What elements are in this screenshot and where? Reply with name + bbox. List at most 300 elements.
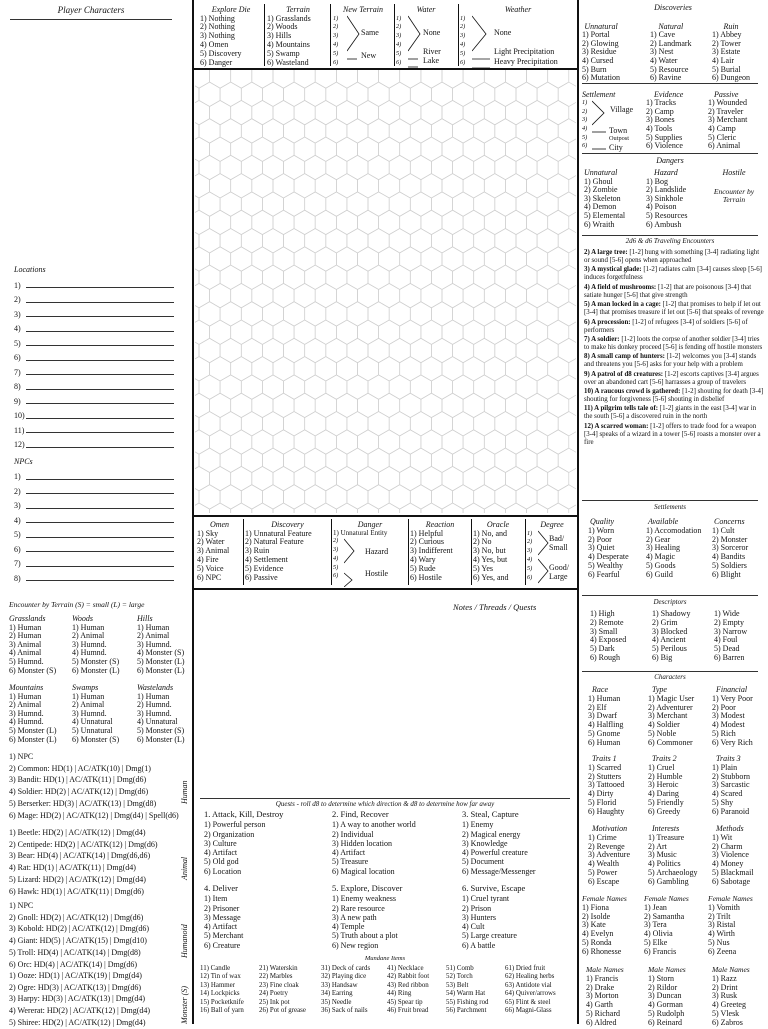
list-item: 5) (333, 49, 339, 57)
list-item: 4) Desperate (588, 552, 629, 562)
list-item: 3) (527, 547, 533, 555)
table-group-title: Quality (590, 517, 614, 526)
terrain-group-title: Mountains (9, 683, 44, 692)
list-item: 2) Curious (410, 537, 444, 547)
list-item (14, 348, 174, 363)
list-item: 4) Animal (9, 648, 42, 658)
list-item: 1) Accomodation (646, 525, 702, 535)
dangers-hazard-title: Hazard (654, 168, 678, 177)
table-group-title: Methods (716, 824, 744, 833)
list-item: 2) Stubborn (712, 771, 750, 781)
list-item: 3) Adventure (588, 850, 630, 860)
list-item: 4) Humnd. (72, 648, 107, 658)
list-item: 2) Organization (204, 829, 255, 839)
list-item: 3) Blocked (652, 626, 688, 636)
list-item: 4) Dirty (588, 789, 614, 799)
list-item: 2) Magical energy (462, 829, 521, 839)
list-item: 5) Noble (648, 728, 677, 738)
mundane-column (259, 965, 306, 1015)
write-line (26, 551, 174, 552)
list-item: 2) Adventurer (648, 702, 693, 712)
quest-group-title: 6. Survive, Escape (462, 883, 526, 893)
table-group-title: Concerns (714, 517, 745, 526)
write-line (26, 360, 174, 361)
list-item: 5) (460, 49, 466, 57)
item-number: 11) (14, 425, 25, 435)
list-item: 6) (396, 58, 402, 66)
list-item: 1) Magic User (648, 693, 695, 703)
list-item: 6) Monster (S) (9, 665, 57, 675)
list-item: 42) Rabbit foot (387, 973, 430, 981)
new-terrain-title: New Terrain (343, 5, 383, 14)
stat-line: 4) Wererat: HD(2) | AC/ATK(12) | Dmg(d4) (9, 1006, 151, 1016)
table-group-title: Male Names (648, 965, 686, 974)
list-item: 1) High (590, 609, 615, 618)
list-item: 2) Empty (714, 617, 744, 627)
encounter-label: 2) A large tree: (584, 249, 628, 256)
encounter-text: [1-2] escorts captives [3-4] argues over an abandoned cart [5-6] harrasses a group of travelers (584, 370, 759, 386)
quest-group-title: 4. Deliver (204, 883, 238, 893)
settlement-village: Village (610, 104, 634, 114)
discovery-group-title: Ruin (723, 21, 739, 31)
list-item: 2) Animal (72, 631, 105, 641)
list-item: 5) Yes (473, 563, 494, 573)
list-item: 1) Enemy (462, 820, 494, 830)
list-item: 51) Comb (446, 965, 474, 972)
list-item: 5) Vlesk (712, 1008, 740, 1018)
list-item: 6) Monster (L) (137, 734, 185, 744)
explore-die-list (200, 15, 262, 68)
list-item: 2) (582, 107, 588, 115)
degree-bad: Bad/ Small (549, 534, 568, 552)
list-item: 3) Hidden location (332, 838, 392, 848)
write-line (26, 537, 174, 538)
dangers-hostile-text: Encounter by Terrain (713, 186, 755, 204)
list-item: 6) Rhonesse (582, 946, 622, 956)
list-item: 12) Tin of wax (200, 973, 241, 981)
table-group-title: Female Names (582, 894, 627, 903)
quest-group (204, 810, 283, 876)
item-number: 4) (14, 515, 21, 525)
list-item: 2) Human (9, 631, 42, 641)
table-group-title: Available (648, 517, 679, 526)
list-item: 1) Very Poor (712, 693, 753, 703)
danger-brackets (344, 537, 364, 587)
write-line (26, 331, 174, 332)
list-item: 53) Belt (446, 981, 469, 989)
discoveries-grid (582, 13, 764, 85)
list-item: 2) Individual (332, 829, 374, 839)
encounter-label: 9) A patrol of d8 creatures: (584, 370, 664, 378)
list-item: 1) Powerful person (204, 820, 266, 830)
list-item: 1) Ghoul (584, 176, 613, 186)
humanoid-side-label: Humanoid (180, 924, 189, 958)
list-item: 3) Nothing (200, 31, 235, 41)
list-item: 3) Ruin (245, 546, 270, 556)
list-item: 3) Music (648, 850, 677, 860)
quest-group (332, 810, 416, 876)
table-group-title: Motivation (592, 824, 628, 833)
list-item: 5) Document (462, 857, 504, 867)
write-line (26, 287, 174, 288)
list-item: 4) Money (712, 859, 744, 869)
descriptor-column (590, 610, 626, 663)
list-item: 5) (396, 49, 402, 57)
list-item: 3) Indifferent (410, 546, 453, 556)
list-item (14, 496, 174, 511)
list-item: 2) No (473, 537, 492, 547)
list-item: 4) Modest (712, 720, 745, 730)
list-item (14, 435, 174, 450)
write-line (26, 479, 174, 480)
list-item: 2) Woods (267, 22, 298, 32)
encounter-text: [1-2] that promises to help if let out [3-4] that promises treasure if let out [5-6] that speaks of revenge (584, 301, 764, 317)
list-item: 4) Bandits (712, 552, 746, 562)
list-item: 6) Monster (S) (72, 734, 120, 744)
table-group-title: Traits 1 (592, 754, 617, 763)
locations-title: Locations (14, 265, 46, 274)
list-item: 5) Voice (197, 563, 224, 573)
list-item: 5) Burial (712, 64, 741, 74)
list-item: 1) Cruel tyrant (462, 894, 510, 904)
list-item: 4) Greeteg (712, 1000, 746, 1010)
list-item: 23) Fine cloak (259, 981, 299, 989)
table-group-title: Male Names (712, 965, 750, 974)
list-item: 16) Ball of yarn (200, 1007, 244, 1015)
quest-group-title: 2. Find, Recover (332, 809, 389, 819)
write-line (26, 302, 174, 303)
list-item: 44) Ring (387, 990, 412, 998)
list-item: 2) Nothing (200, 22, 235, 32)
animal-side-label: Animal (180, 856, 189, 880)
mundane-column (505, 965, 556, 1015)
list-item: 5) Dark (590, 644, 615, 654)
list-item: 2) (396, 23, 402, 31)
item-number: 3) (14, 309, 21, 319)
encounter-text: [1-2] radiates calm [3-4] causes sleep [5-6] induces forgetfulness (584, 266, 762, 282)
encounter-entry (584, 301, 764, 317)
list-item: 61) Dried fruit (505, 965, 546, 972)
list-item: 4) Powerful creature (462, 848, 528, 858)
list-item: 5) Rich (712, 728, 736, 738)
divider (582, 500, 758, 501)
new-terrain-table (333, 6, 393, 67)
weather-heavy: Heavy Precipitation (494, 57, 558, 66)
list-item: 1) Plain (712, 762, 738, 772)
quest-group (204, 884, 243, 950)
terrain-group (72, 684, 119, 744)
list-item: 2) Camp (646, 106, 674, 116)
terrain-group-title: Wastelands (137, 683, 174, 692)
list-item: 3) Small (590, 626, 618, 636)
list-item: 1) Item (204, 894, 228, 904)
list-item: 1) Shadowy (652, 609, 691, 618)
encounter-entry (584, 353, 764, 369)
list-item: 33) Handsaw (321, 981, 358, 989)
stat-line: 1) Beetle: HD(2) | AC/ATK(12) | Dmg(d4) (9, 828, 146, 837)
list-item: 5) Rudolph (648, 1008, 685, 1018)
table-group (588, 825, 630, 887)
list-item: 5) Merchant (204, 931, 244, 941)
list-item: 2) Animal (72, 700, 105, 710)
item-number: 6) (14, 353, 21, 362)
traveling-encounters-list (584, 249, 764, 448)
oracle-title: Oracle (486, 520, 510, 529)
list-item: 3) Tera (644, 920, 667, 930)
list-item: 4) Mountains (267, 40, 310, 50)
item-number: 1) (14, 280, 21, 290)
divider (582, 83, 758, 84)
list-item: 5) Ronda (582, 937, 612, 947)
write-line (26, 432, 174, 433)
list-item: 4) Garth (586, 1000, 613, 1010)
table-group (648, 686, 694, 748)
list-item: 2) Drint (712, 982, 738, 992)
locations-section (14, 266, 174, 583)
terrain-group-title: Grasslands (9, 614, 46, 623)
list-item: 6) Monster (L) (137, 665, 185, 675)
list-item: 6) Monster (L) (72, 665, 120, 675)
stat-line: 4) Rat: HD(1) | AC/ATK(11) | Dmg(d4) (9, 863, 136, 873)
divider (582, 671, 758, 672)
list-item: 6) New region (332, 940, 379, 950)
list-item: 24) Poetry (259, 990, 288, 998)
settlement-evidence-passive (582, 91, 764, 157)
divider (471, 519, 472, 585)
list-item: 1) Helpful (410, 528, 444, 538)
passive-list (708, 99, 764, 151)
degree-good: Good/ Large (549, 563, 569, 581)
list-item: 4) Cursed (582, 56, 614, 65)
table-group-title: Type (652, 685, 667, 694)
stat-line: 2) Common: HD(1) | AC/ATK(10) | Dmg(1) (9, 763, 151, 773)
list-item: 6) Human (588, 737, 621, 747)
list-item: 3) Duncan (648, 991, 682, 1001)
encounter-entry (584, 388, 764, 404)
list-item: 1) (333, 14, 339, 22)
list-item: 4) (333, 554, 339, 562)
list-item: 1) Human (9, 622, 42, 632)
list-item: 5) Monster (L) (9, 725, 57, 735)
list-item: 4) Fire (197, 555, 219, 565)
list-item: 4) Scared (712, 789, 743, 799)
item-number: 5) (14, 530, 21, 540)
table-group (586, 966, 624, 1028)
list-item: 1) Wounded (708, 98, 747, 108)
list-item: 1) Razz (712, 973, 737, 983)
list-item: 1) No, and (473, 528, 507, 538)
list-item: 5) Power (588, 867, 618, 877)
mundane-column (387, 965, 429, 1015)
stat-line: 6) Hawk: HD(1) | AC/ATK(11) | Dmg(d6) (9, 886, 144, 896)
quest-group-title: 3. Steal, Capture (462, 809, 519, 819)
write-line (26, 316, 174, 317)
list-item: 4) Halfling (588, 720, 624, 730)
list-item: 3) Culture (204, 838, 237, 848)
terrain-group (72, 615, 120, 675)
encounter-entry (584, 284, 764, 300)
write-line (26, 418, 174, 419)
list-item: 2) Humble (648, 771, 683, 781)
list-item: 4) Camp (708, 124, 736, 134)
list-item: 15) Pocketknife (200, 998, 244, 1006)
list-item: 4) Poison (646, 202, 677, 212)
hex-map[interactable] (195, 70, 576, 513)
table-group (712, 825, 754, 887)
list-item: 22) Marbles (259, 973, 293, 981)
list-item: 4) Omen (200, 40, 229, 50)
list-item: 2) Grim (652, 617, 678, 627)
list-item: 3) Dwarf (588, 711, 618, 721)
list-item: 1) (582, 99, 588, 107)
divider (264, 4, 265, 66)
divider-right (577, 0, 579, 1024)
write-line (26, 374, 174, 375)
list-item: 4) (582, 125, 588, 133)
list-item: 5) Monster (S) (137, 725, 185, 735)
explore-die-table (200, 6, 262, 67)
list-item (14, 421, 174, 436)
notes-title: Notes / Threads / Quests (453, 602, 537, 612)
list-item: 2) (460, 23, 466, 31)
divider (408, 519, 409, 585)
list-item: 5) Monster (S) (72, 656, 120, 666)
list-item (14, 334, 174, 349)
list-item: 4) (527, 556, 533, 564)
discovery-group-title: Unnatural (584, 21, 618, 31)
table-group-title: Traits 2 (652, 754, 677, 763)
list-item: 5) (582, 133, 588, 141)
list-item: 6) Violence (646, 141, 683, 151)
list-item: 4) Yes, but (473, 555, 508, 565)
list-item: 2) Poor (712, 702, 736, 712)
table-group-title: Race (592, 685, 608, 694)
table-group (644, 895, 689, 957)
table-group (588, 686, 623, 748)
quest-group (462, 810, 536, 876)
list-item: 4) Soldier (648, 720, 680, 730)
list-item: 2) Humnd. (137, 700, 172, 710)
list-item: 2) Landslide (646, 185, 687, 195)
list-item: 5) (527, 564, 533, 572)
list-item: 5) Wealthy (588, 560, 623, 570)
list-item: 1) Jean (644, 902, 667, 912)
list-item: 2) Trilt (708, 911, 731, 921)
list-item: 5) (333, 563, 339, 571)
list-item: 6) Big (652, 652, 673, 662)
list-item: 3) Humnd. (137, 639, 172, 649)
list-item: 1) Bog (646, 176, 668, 186)
list-item: 3) (460, 32, 466, 40)
player-characters-rule (10, 19, 172, 20)
list-item: 5) Florid (588, 797, 617, 807)
item-number: 12) (14, 440, 25, 449)
human-side-label: Human (180, 780, 189, 804)
list-item: 6) NPC (197, 572, 222, 582)
list-item: 2) Elf (588, 702, 607, 712)
list-item (14, 377, 174, 392)
list-item: 2) Prisoner (204, 903, 240, 913)
list-item: 1) Human (72, 691, 105, 701)
list-item: 2) Revenge (588, 841, 625, 851)
list-item: 36) Sack of nails (321, 1007, 368, 1015)
list-item: 43) Red ribbon (387, 981, 429, 989)
encounter-label: 12) A scarred woman: (584, 422, 649, 430)
degree-table (527, 521, 577, 582)
divider-left (192, 0, 194, 1024)
list-item: 2) (333, 23, 339, 31)
list-item (14, 392, 174, 407)
quest-group (332, 884, 402, 950)
stat-line: 3) Bandit: HD(1) | AC/ATK(11) | Dmg(d6) (9, 775, 147, 785)
table-group (646, 518, 701, 580)
terrain-group (9, 684, 57, 744)
list-item: 2) Remote (590, 617, 624, 627)
weather-brackets (472, 14, 494, 70)
danger-first: 1) Unnatural Entity (333, 528, 388, 537)
item-number: 2) (14, 486, 21, 496)
divider (243, 519, 244, 585)
list-item: 5) Goods (646, 560, 676, 570)
list-item: 6) Animal (708, 141, 741, 151)
list-item: 3) Skeleton (584, 193, 621, 203)
list-item: 25) Ink pot (259, 998, 290, 1006)
monster-side-label: Monster (S) (180, 986, 189, 1024)
list-item: 1) Unnatural Feature (245, 528, 312, 538)
dangers-hazard-list (646, 178, 706, 230)
settlement-outpost: Outpost (609, 134, 629, 142)
list-item: 2) Isolde (582, 911, 611, 921)
list-item: 3) A new path (332, 912, 377, 922)
list-item: 5) Cleric (708, 132, 737, 142)
list-item: 3) Ristal (708, 920, 736, 930)
list-item (14, 554, 174, 569)
write-line (26, 403, 174, 404)
list-item: 1) Sky (197, 528, 219, 538)
list-item: 6) Commoner (648, 737, 693, 747)
omen-table (197, 521, 242, 582)
item-number: 6) (14, 544, 21, 554)
list-item: 3) Kate (582, 920, 606, 930)
list-item: 4) Exposed (590, 635, 627, 645)
encounter-label: 10) A raucous crowd is gathered: (584, 388, 681, 395)
list-item: 31) Deck of cards (321, 965, 371, 972)
list-item: 6) (333, 58, 339, 66)
table-group (648, 966, 686, 1028)
list-item: 6) Very Rich (712, 737, 753, 747)
list-item: 4) Unnatural (137, 717, 178, 727)
list-item: 46) Fruit bread (387, 1007, 429, 1015)
table-group (712, 966, 750, 1028)
list-item: 62) Healing herbs (505, 973, 555, 981)
list-item: 6) Gambling (648, 876, 689, 886)
list-item: 3) (396, 32, 402, 40)
list-item: 5) Shy (712, 797, 734, 807)
list-item: 4) Wirth (708, 929, 735, 939)
dangers-title: Dangers (656, 156, 684, 165)
list-item: 2) Stutters (588, 771, 622, 781)
list-item: 5) Soldiers (712, 560, 747, 570)
quest-group-title: 5. Explore, Discover (332, 883, 403, 893)
stat-line: 1) NPC (9, 901, 34, 910)
list-item: 6) Greedy (648, 806, 681, 816)
list-item: 3) (333, 545, 339, 553)
locations-list (14, 276, 174, 450)
list-item: 4) Foul (714, 635, 738, 645)
list-item: 5) Humnd. (9, 656, 44, 666)
encounter-entry (584, 423, 764, 447)
stat-line: 3) Harpy: HD(3) | AC/ATK(13) | Dmg(d4) (9, 994, 146, 1004)
